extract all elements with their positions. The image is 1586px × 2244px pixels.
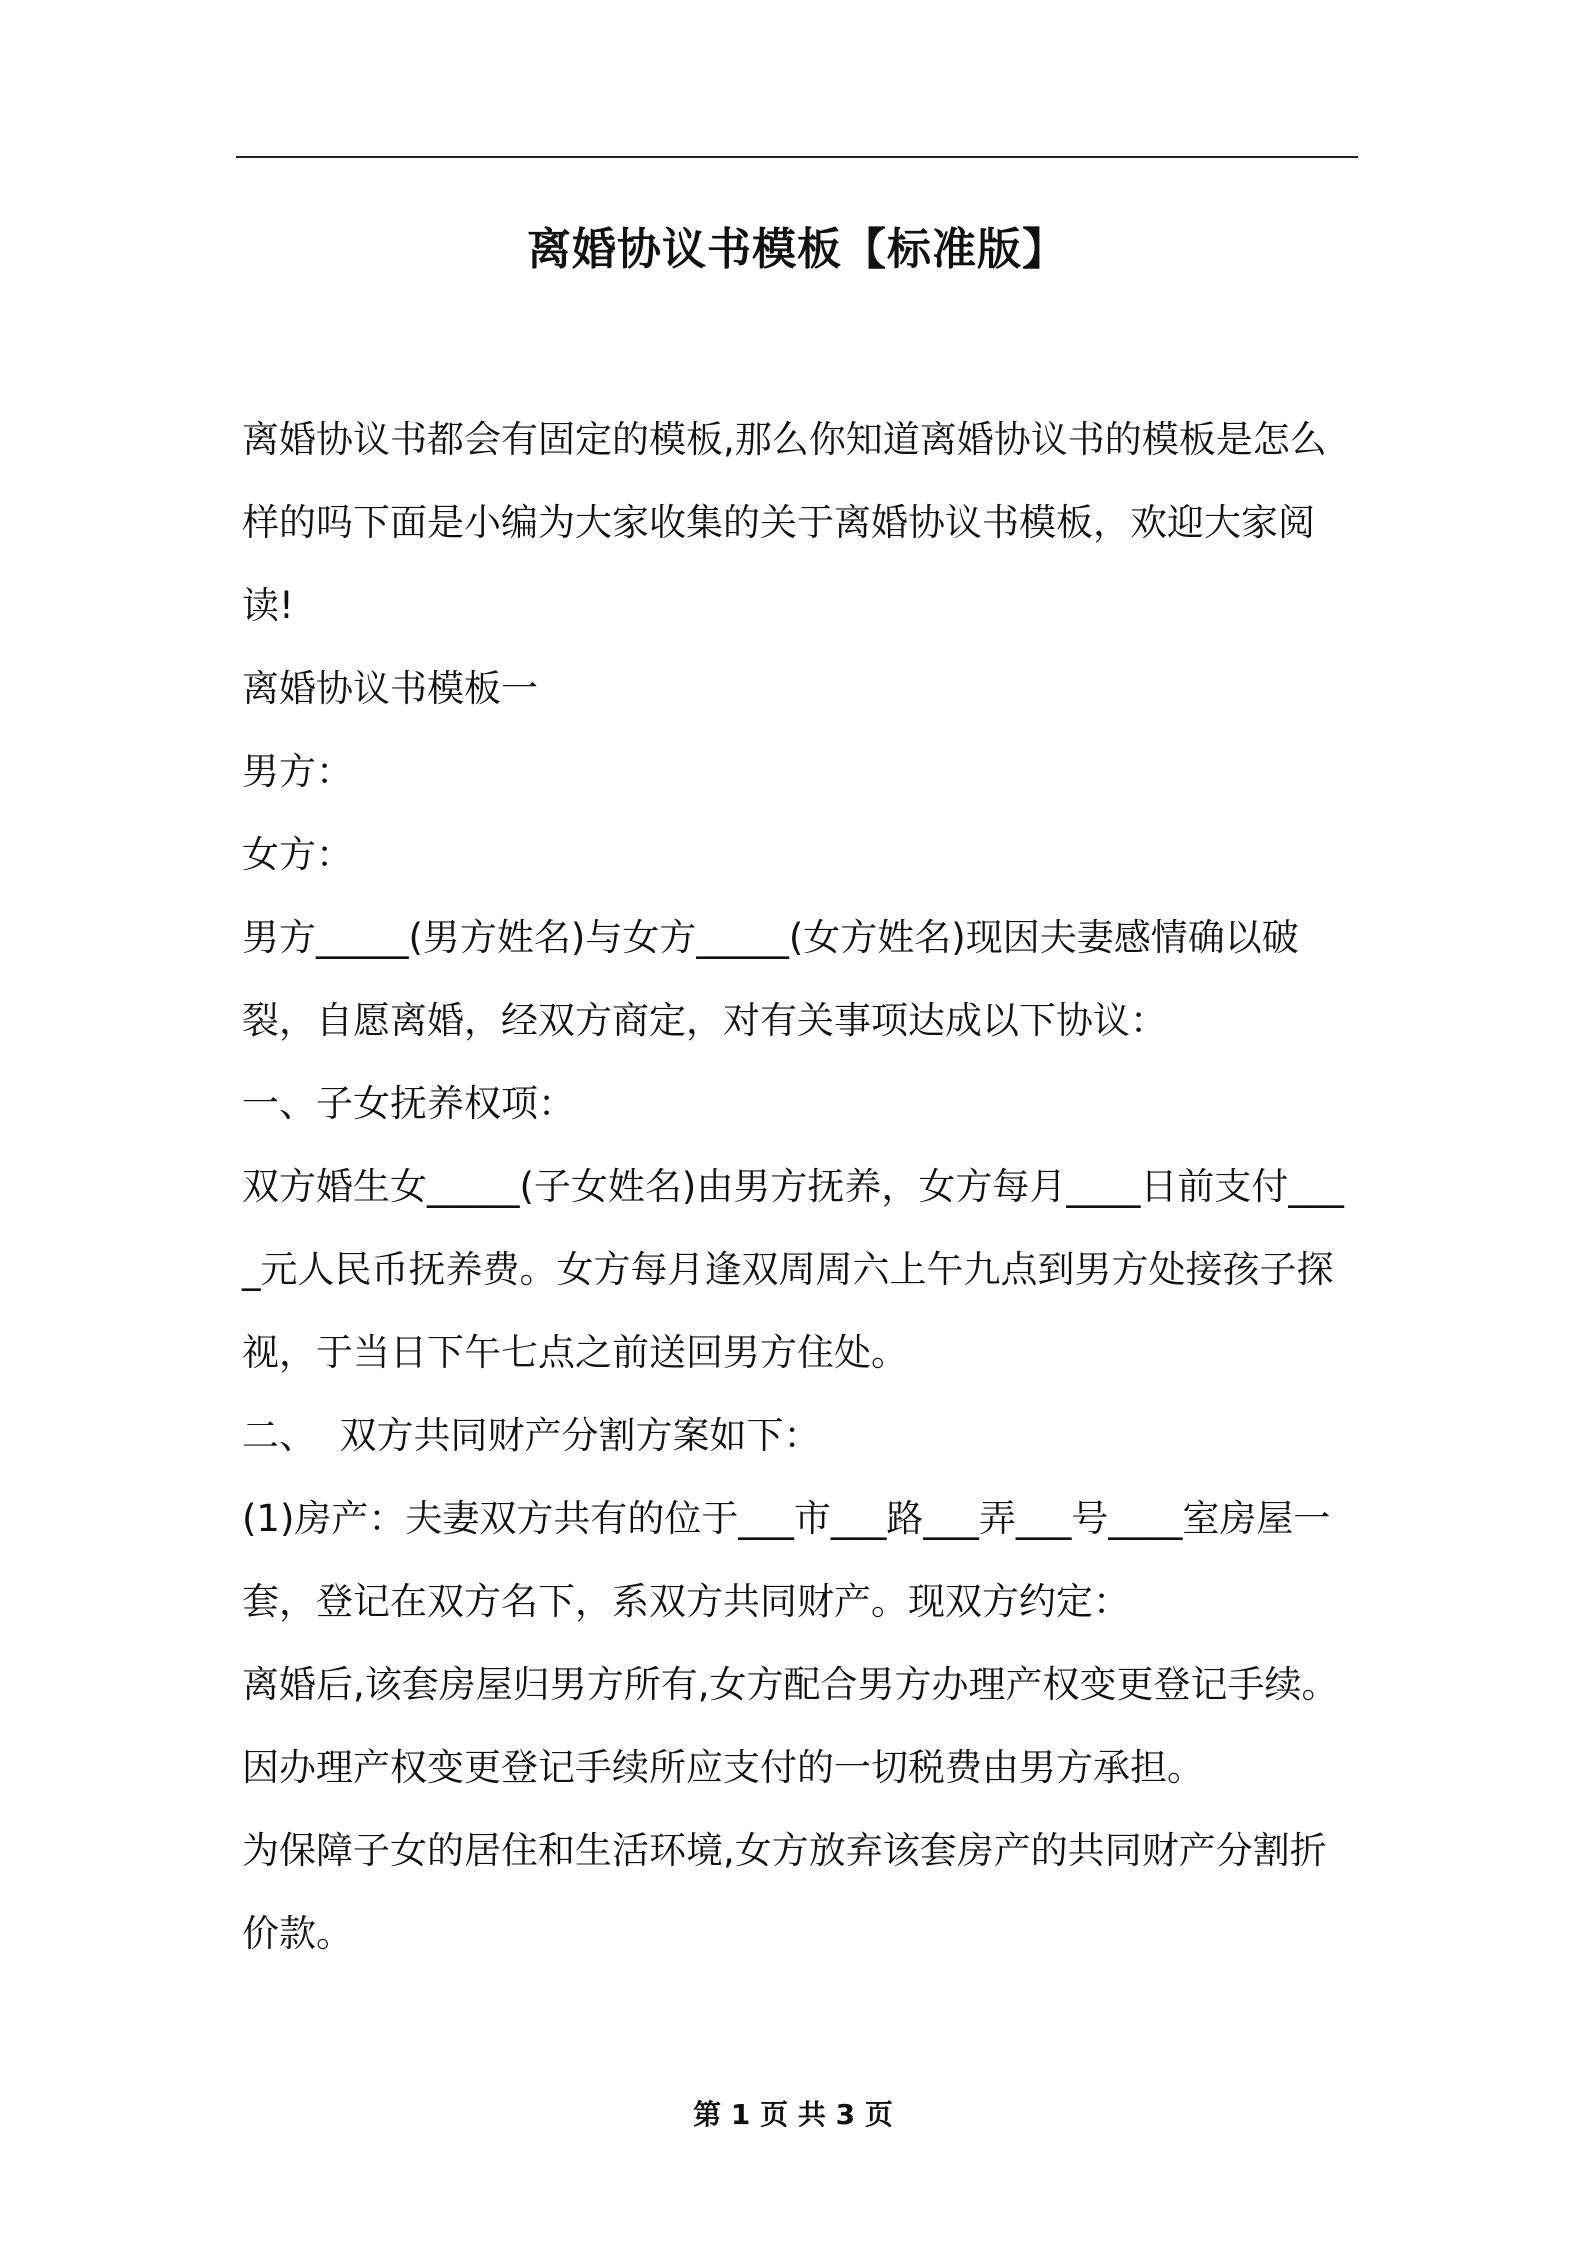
property-waiver-paragraph: 为保障子女的居住和生活环境,女方放弃该套房产的共同财产分割折价款。 xyxy=(242,1829,1327,1955)
page-number-footer: 第 1 页 共 3 页 xyxy=(693,2098,893,2131)
party-female-line: 女方： xyxy=(242,833,353,876)
party-male-line: 男方： xyxy=(242,750,353,793)
clause-heading-property: 二、 双方共同财产分割方案如下： xyxy=(242,1414,821,1457)
custody-paragraph: 双方婚生女_____(子女姓名)由男方抚养，女方每月____日前支付____元人民币抚养费。女方每月逢双周周六上午九点到男方处接孩子探视，于当日下午七点之前送回男方住处。 xyxy=(242,1165,1344,1374)
property-paragraph: (1)房产：夫妻双方共有的位于___市___路___弄___号____室房屋一套，登记在双方名下，系双方共同财产。现双方约定： xyxy=(242,1497,1331,1623)
property-ownership-paragraph: 离婚后,该套房屋归男方所有,女方配合男方办理产权变更登记手续。 xyxy=(242,1663,1339,1706)
section-heading: 离婚协议书模板一 xyxy=(242,667,538,710)
clause-heading-custody: 一、子女抚养权项： xyxy=(242,1082,575,1125)
property-tax-paragraph: 因办理产权变更登记手续所应支付的一切税费由男方承担。 xyxy=(242,1746,1204,1789)
document-title: 离婚协议书模板【标准版】 xyxy=(527,224,1067,275)
header-divider xyxy=(236,156,1358,158)
agreement-preamble: 男方_____(男方姓名)与女方_____(女方姓名)现因夫妻感情确以破裂，自愿离婚，经双方商定，对有关事项达成以下协议： xyxy=(242,916,1299,1042)
document-body xyxy=(242,398,1356,1975)
intro-paragraph: 离婚协议书都会有固定的模板,那么你知道离婚协议书的模板是怎么样的吗下面是小编为大家收集的关于离婚协议书模板，欢迎大家阅读! xyxy=(242,418,1327,627)
